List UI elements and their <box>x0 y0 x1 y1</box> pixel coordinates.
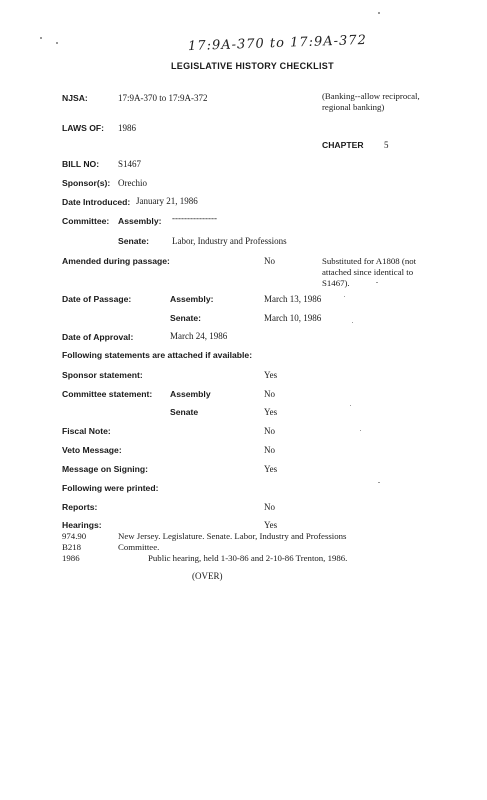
citation-line2: Committee. <box>118 542 160 552</box>
date-of-passage-label: Date of Passage: <box>62 294 132 304</box>
date-of-approval-value: March 24, 1986 <box>170 331 228 341</box>
citation-line1: New Jersey. Legislature. Senate. Labor, Industry and Professions <box>118 531 347 541</box>
scan-speck <box>376 282 378 283</box>
scan-speck <box>40 37 42 39</box>
passage-senate-value: March 10, 1986 <box>264 313 322 323</box>
over-note: (OVER) <box>192 571 223 581</box>
amended-note-line1: Substituted for A1808 (not <box>322 256 417 266</box>
amended-note-line2: attached since identical to <box>322 267 414 277</box>
message-on-signing-value: Yes <box>264 464 278 474</box>
committee-assembly-label: Assembly: <box>118 216 162 226</box>
fiscal-note-value: No <box>264 426 275 436</box>
hearings-label: Hearings: <box>62 520 102 530</box>
date-introduced-label: Date Introduced: <box>62 197 131 207</box>
fiscal-note-label: Fiscal Note: <box>62 426 111 436</box>
committee-label: Committee: <box>62 216 110 226</box>
passage-assembly-label: Assembly: <box>170 294 214 304</box>
sponsors-label: Sponsor(s): <box>62 178 111 188</box>
laws-of-label: LAWS OF: <box>62 123 105 133</box>
committee-statement-senate-label: Senate <box>170 407 199 417</box>
njsa-note-line1: (Banking--allow reciprocal, <box>322 91 420 101</box>
call-number-line1: 974.90 <box>62 531 87 541</box>
passage-assembly-value: March 13, 1986 <box>264 294 322 304</box>
date-introduced-value: January 21, 1986 <box>136 196 198 206</box>
reports-label: Reports: <box>62 502 98 512</box>
following-printed-heading: Following were printed: <box>62 483 159 493</box>
committee-statement-senate-value: Yes <box>264 407 278 417</box>
bill-no-value: S1467 <box>118 159 142 169</box>
message-on-signing-label: Message on Signing: <box>62 464 148 474</box>
scan-speck <box>378 12 380 14</box>
citation-line3: Public hearing, held 1-30-86 and 2-10-86 Trenton, 1986. <box>148 553 348 563</box>
committee-senate-value: Labor, Industry and Professions <box>172 236 287 246</box>
call-number-line3: 1986 <box>62 553 80 563</box>
njsa-value: 17:9A-370 to 17:9A-372 <box>118 93 208 103</box>
call-number <box>62 531 86 564</box>
hearings-value: Yes <box>264 520 278 530</box>
committee-senate-label: Senate: <box>118 236 150 246</box>
committee-assembly-value: --------------- <box>172 213 217 223</box>
amended-note-line3: S1467). <box>322 278 350 288</box>
committee-statement-assembly-label: Assembly <box>170 389 211 399</box>
bill-no-label: BILL NO: <box>62 159 100 169</box>
njsa-note-line2: regional banking) <box>322 102 385 112</box>
call-number-line2: B218 <box>62 542 82 552</box>
scan-speck <box>350 405 351 406</box>
veto-message-label: Veto Message: <box>62 445 122 455</box>
veto-message-value: No <box>264 445 275 455</box>
committee-statement-assembly-value: No <box>264 389 275 399</box>
scan-speck <box>378 482 380 483</box>
following-statements-heading: Following statements are attached if available: <box>62 350 253 360</box>
passage-senate-label: Senate: <box>170 313 202 323</box>
amended-value: No <box>264 256 275 266</box>
amended-label: Amended during passage: <box>62 256 170 266</box>
handwritten-header: 17:9A-370 to 17:9A-372 <box>187 32 368 55</box>
sponsor-statement-value: Yes <box>264 370 278 380</box>
date-of-approval-label: Date of Approval: <box>62 332 134 342</box>
scan-speck <box>352 322 353 323</box>
njsa-label: NJSA: <box>62 93 88 103</box>
sponsors-value: Orechio <box>118 178 147 188</box>
reports-value: No <box>264 502 275 512</box>
amended-note <box>322 256 416 289</box>
njsa-note <box>322 91 420 113</box>
chapter-label: CHAPTER <box>322 140 364 150</box>
sponsor-statement-label: Sponsor statement: <box>62 370 143 380</box>
committee-statement-label: Committee statement: <box>62 389 153 399</box>
chapter-value: 5 <box>384 140 389 150</box>
scan-speck <box>344 296 345 297</box>
page-title: LEGISLATIVE HISTORY CHECKLIST <box>171 61 334 71</box>
laws-of-value: 1986 <box>118 123 136 133</box>
scan-speck <box>56 42 58 44</box>
scan-speck <box>360 430 361 431</box>
